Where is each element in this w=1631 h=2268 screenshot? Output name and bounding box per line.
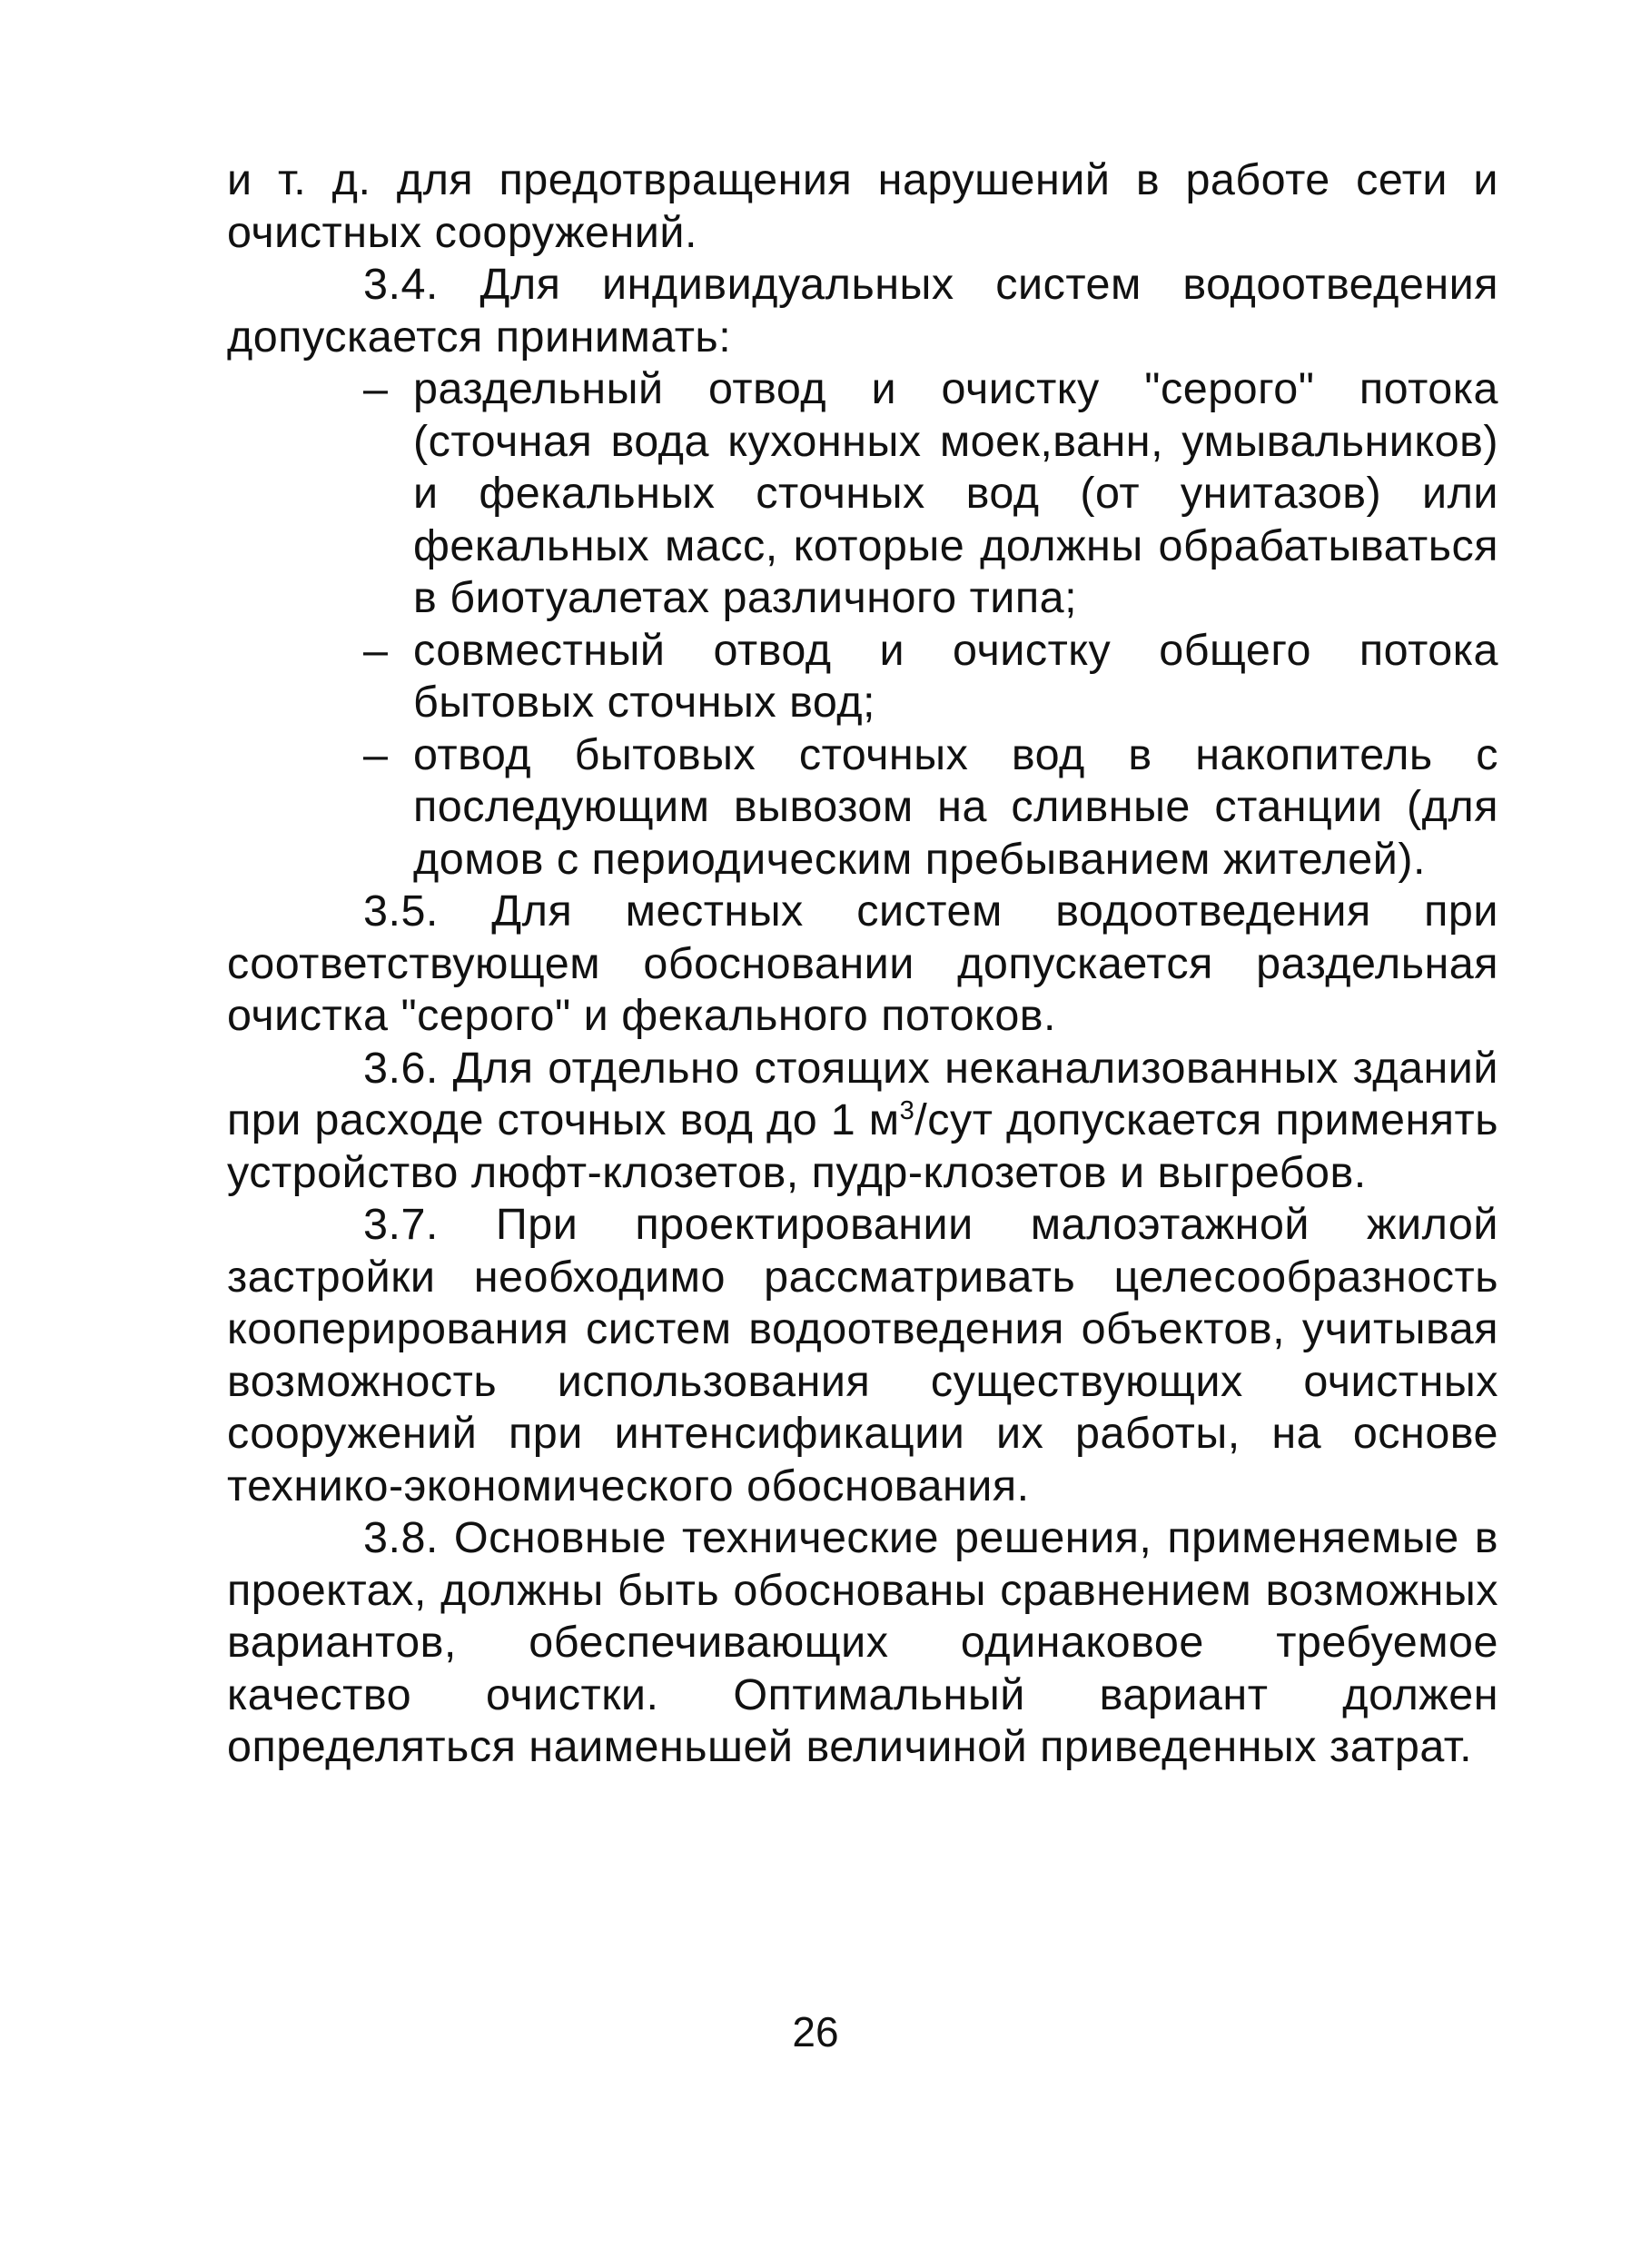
paragraph-3-5: 3.5. Для местных систем водоотведения при соответствующем обосновании допускается раздельная очистка "серого" и фекального потоков. (227, 886, 1498, 1040)
paragraph-3-7: 3.7. При проектировании малоэтажной жилой застройки необходимо рассматривать целесообразность кооперирования систем водоотведения объектов, учитывая возможность использования существующих очистных сооружений при интенсификации их работы, на основе технико-экономического обоснования. (227, 1200, 1498, 1510)
paragraph-3-4: 3.4. Для индивидуальных систем водоотведения допускается принимать: (227, 260, 1498, 361)
list-item-text: раздельный отвод и очистку "серого" потока (сточная вода кухонных моек,ванн, умывальников) и фекальных сточных вод (от унитазов) или фекальных масс, которые должны обрабатываться в биотуалетах различного типа; (413, 364, 1498, 622)
list-dash: – (363, 364, 389, 413)
list-item-text: отвод бытовых сточных вод в накопитель с последующим вывозом на сливные станции (для домов с периодическим пребыванием жителей). (413, 729, 1498, 884)
list-3-4 (227, 363, 1498, 886)
unit-superscript: 3 (899, 1095, 915, 1125)
list-item-text: совместный отвод и очистку общего потока бытовых сточных вод; (413, 625, 1498, 727)
paragraph-3-6-part-2: /сут допускается применять устройство люфт-клозетов, пудр-клозетов и выгребов. (227, 1095, 1498, 1197)
page-number: 26 (792, 2008, 839, 2055)
paragraph-continuation: и т. д. для предотвращения нарушений в работе сети и очистных сооружений. (227, 155, 1498, 257)
paragraph-3-8: 3.8. Основные технические решения, применяемые в проектах, должны быть обоснованы сравнением возможных вариантов, обеспечивающих одинаковое требуемое качество очистки. Оптимальный вариант должен определяться наименьшей величиной приведенных затрат. (227, 1513, 1498, 1771)
body-text (227, 154, 1498, 1774)
list-item (227, 363, 1498, 625)
paragraph-3-6-part-1: 3.6. Для отдельно стоящих неканализованных зданий при расходе сточных вод до 1 м (227, 1043, 1498, 1144)
list-dash: – (363, 625, 389, 675)
list-item (227, 729, 1498, 886)
list-dash: – (363, 729, 389, 779)
list-item (227, 625, 1498, 729)
paragraph-3-6 (227, 1043, 1498, 1200)
